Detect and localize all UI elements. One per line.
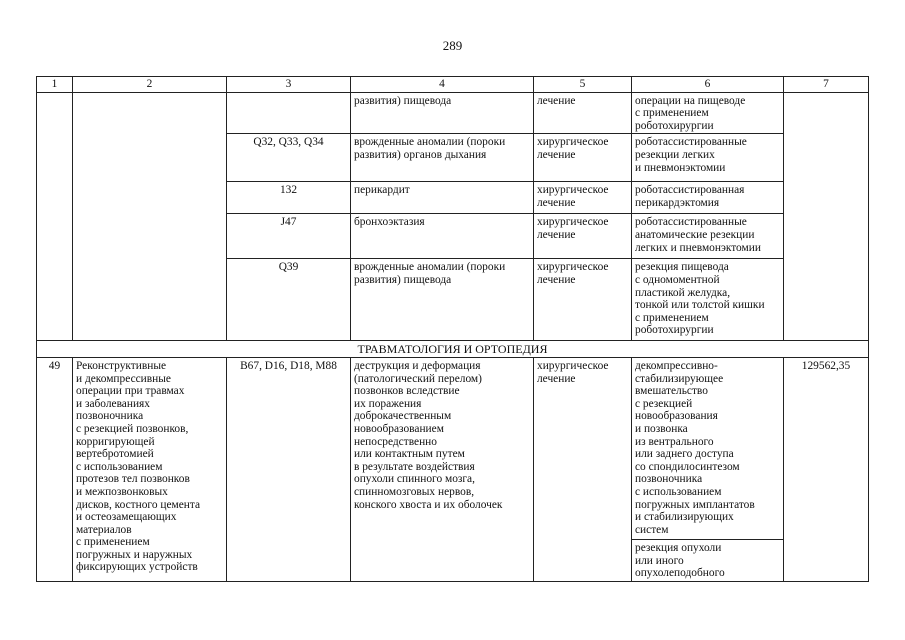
diagnosis-cell: врожденные аномалии (пороки развития) органов дыхания — [351, 134, 534, 182]
section-row — [37, 341, 869, 358]
treatment-cell: хирургическое лечение — [534, 357, 632, 581]
diagnosis-cell: развития) пищевода — [351, 92, 534, 134]
method-text: декомпрессивно- стабилизирующее вмешательство с резекцией новообразования и позвонка из вентрального или заднего доступа со спондилосинтезом позвоночника с использованием погружных имплантатов и стабилизирующих систем — [635, 359, 755, 536]
item-number-cell — [37, 92, 73, 341]
diagnosis-cell: бронхоэктазия — [351, 214, 534, 259]
page-number: 289 — [442, 38, 463, 53]
table-row — [37, 357, 869, 581]
treatment-cell: хирургическое лечение — [534, 134, 632, 182]
column-header: 4 — [351, 77, 534, 93]
code-cell: Q39 — [227, 259, 351, 341]
treatment-cell: хирургическое лечение — [534, 214, 632, 259]
column-header: 7 — [784, 77, 869, 93]
method-cell: роботассистированные резекции легких и пневмонэктомии — [632, 134, 784, 182]
section-title: ТРАВМАТОЛОГИЯ И ОРТОПЕДИЯ — [37, 341, 869, 358]
method-cell: роботассистированная перикардэктомия — [632, 182, 784, 214]
treatment-cell: лечение — [534, 92, 632, 134]
column-header: 2 — [73, 77, 227, 93]
column-header: 3 — [227, 77, 351, 93]
table-row — [37, 92, 869, 134]
method-cell — [632, 357, 784, 581]
diagnosis-cell: деструкция и деформация (патологический перелом) позвонков вследствие их поражения доброкачественным новообразованием непосредственно или контактным путем в результате воздействия опухоли спинного мозга, спинномозговых нервов, конского хвоста и их оболочек — [351, 357, 534, 581]
code-cell — [227, 92, 351, 134]
diagnosis-cell: перикардит — [351, 182, 534, 214]
item-name-cell — [73, 92, 227, 341]
method-cell: операции на пищеводе с применением роботохирургии — [632, 92, 784, 134]
diagnosis-cell: врожденные аномалии (пороки развития) пищевода — [351, 259, 534, 341]
medical-care-table — [36, 76, 869, 582]
item-number-cell: 49 — [37, 357, 73, 581]
code-cell: B67, D16, D18, M88 — [227, 357, 351, 581]
column-header: 1 — [37, 77, 73, 93]
treatment-cell: хирургическое лечение — [534, 259, 632, 341]
column-header: 5 — [534, 77, 632, 93]
column-number-row — [37, 77, 869, 93]
item-name-cell: Реконструктивные и декомпрессивные операции при травмах и заболеваниях позвоночника с резекцией позвонков, корригирующей вертебротомией с использованием протезов тел позвонков и межпозвонковых дисков, костного цемента и остеозамещающих материалов с применением погружных и наружных фиксирующих устройств — [73, 357, 227, 581]
column-header: 6 — [632, 77, 784, 93]
cost-cell — [784, 92, 869, 341]
method-cell: резекция пищевода с одномоментной пластикой желудка, тонкой или толстой кишки с применением роботохирургии — [632, 259, 784, 341]
cost-cell: 129562,35 — [784, 357, 869, 581]
treatment-cell: хирургическое лечение — [534, 182, 632, 214]
method-cell: роботассистированные анатомические резекции легких и пневмонэктомии — [632, 214, 784, 259]
method-text: резекция опухоли или иного опухолеподобного — [632, 539, 783, 580]
code-cell: 132 — [227, 182, 351, 214]
code-cell: J47 — [227, 214, 351, 259]
code-cell: Q32, Q33, Q34 — [227, 134, 351, 182]
